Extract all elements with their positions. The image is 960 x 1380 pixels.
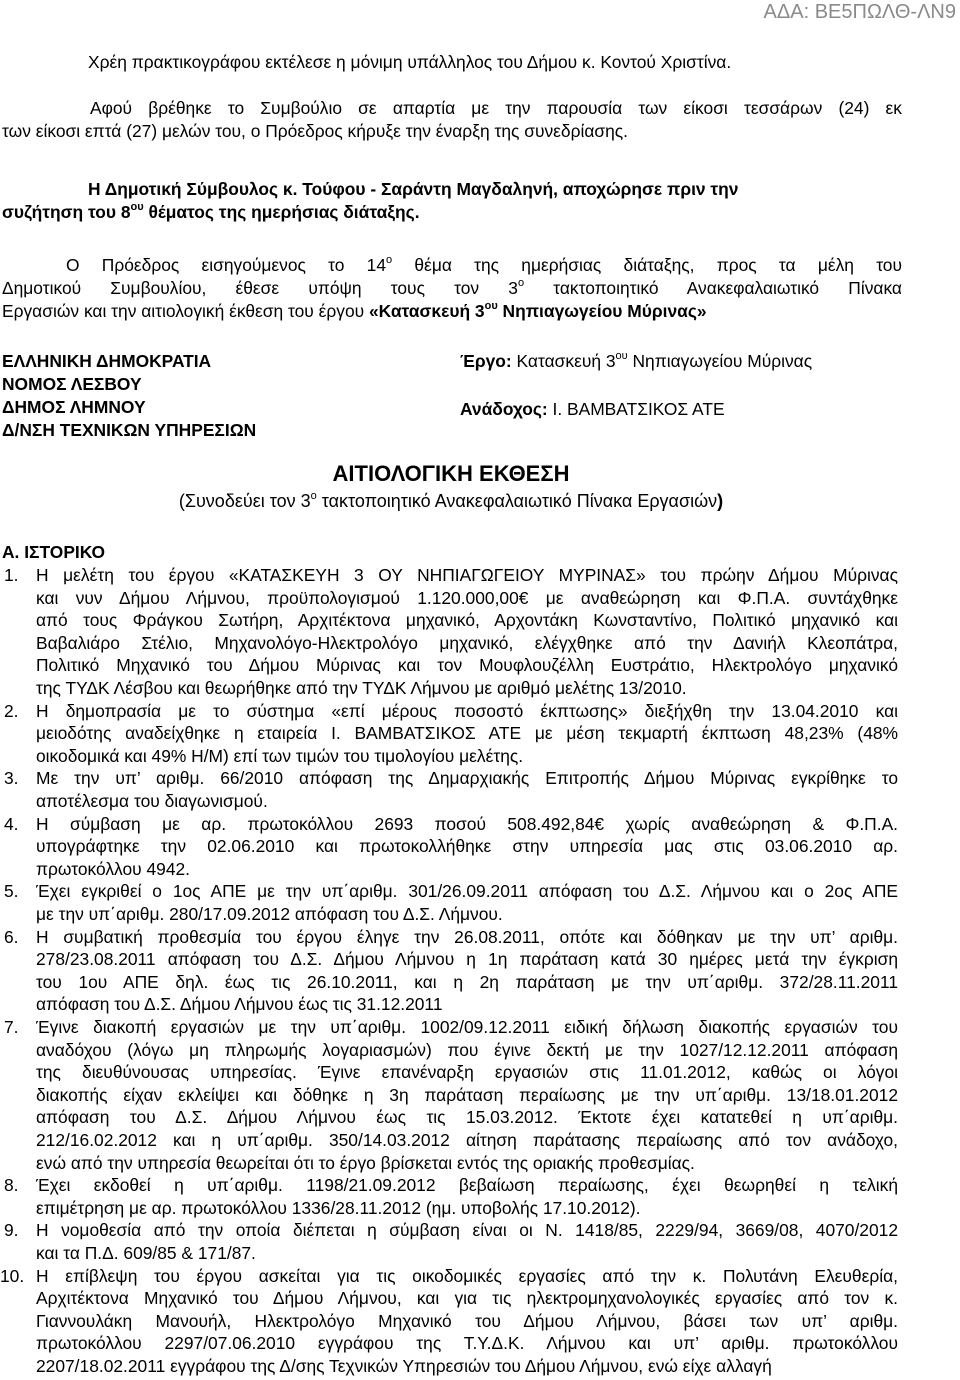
history-item-text bbox=[36, 813, 898, 881]
history-item-text bbox=[36, 880, 898, 925]
history-item-line: και νυν Δήμου Λήμνου, προϋπολογισμού 1.120.000,00€ με αναθεώρηση και Φ.Π.Α. συντάχθηκε bbox=[36, 587, 898, 608]
history-item-line: από τους Φράγκου Σωτήρη, Αρχιτέκτονα μηχανικό, Αρχοντάκη Κωνσταντίνο, Πολιτικό μηχανικό και bbox=[36, 610, 898, 631]
history-item-line: Η μελέτη του έργου «ΚΑΤΑΣΚΕΥΗ 3 ΟΥ ΝΗΠΙΑΓΩΓΕΙΟΥ ΜΥΡΙΝΑΣ» του πρώην Δήμου Μύρινας bbox=[36, 565, 898, 585]
history-item-line: Γιαννουλάκη Μανουήλ, Ηλεκτρολόγο Μηχανικό του Δήμου Λήμνου, βάσει των υπ’ αριθμ. bbox=[36, 1310, 898, 1331]
history-item-line: Έχει εκδοθεί η υπ΄αριθμ. 1198/21.09.2012 βεβαίωση περαίωσης, έχει θεωρηθεί η τελική bbox=[36, 1175, 898, 1196]
quorum-line-2: των είκοσι επτά (27) μελών του, ο Πρόεδρος κήρυξε την έναρξη της συνεδρίασης. bbox=[2, 121, 629, 141]
history-item-line: Η νομοθεσία από την οποία διέπεται η σύμβαση είναι οι Ν. 1418/85, 2229/94, 3669/08, 4070/2012 bbox=[36, 1220, 898, 1241]
project-work: Έργο: Κατασκευή $3^{o\upsilon}$ Νηπιαγωγείου Μύρινας bbox=[460, 350, 813, 371]
secretary-line: Χρέη πρακτικογράφου εκτέλεσε η μόνιμη υπάλληλος του Δήμου κ. Κοντού Χριστίνα. bbox=[88, 52, 732, 72]
quorum-line-1: Αφού βρέθηκε το Συμβούλιο σε απαρτία με την παρουσία των είκοσι τεσσάρων (24) εκ bbox=[90, 98, 902, 118]
history-item bbox=[0, 1219, 902, 1264]
history-item-number: 1. bbox=[4, 565, 19, 585]
history-item-number: 3. bbox=[4, 768, 19, 789]
history-item bbox=[0, 1265, 902, 1378]
history-item-line: και τα Π.Δ. 609/85 & 171/87. bbox=[36, 1242, 256, 1263]
history-item-line: επιμέτρηση με αρ. πρωτοκόλλου 1336/28.11.2012 (ημ. υποβολής 17.10.2012). bbox=[36, 1197, 641, 1218]
history-item-line: Η επίβλεψη του έργου ασκείται για τις οικοδομικές εργασίες από την κ. Πολυτάνη Ελευθερία, bbox=[36, 1265, 898, 1286]
history-item-line: πρωτοκόλλου 2297/07.06.2010 εγγράφου της Τ.Υ.Δ.Κ. Λήμνου και υπ’ αριθμ. πρωτοκόλλου bbox=[36, 1333, 898, 1354]
history-item-number: 8. bbox=[4, 1175, 19, 1196]
history-item-number: 2. bbox=[4, 700, 19, 721]
history-item-line: Έγινε διακοπή εργασιών με την υπ΄αριθμ. 1002/09.12.2011 ειδική δήλωση διακοπής εργασιών του bbox=[36, 1017, 898, 1037]
history-item bbox=[0, 880, 902, 925]
history-item-line: Πολιτικό Μηχανικό του Δήμου Μύρινας και τον Μουφλουζέλλη Ευστράτιο, Ηλεκτρολόγο μηχανικό bbox=[36, 655, 898, 676]
history-item-number: 10. bbox=[0, 1265, 25, 1286]
ada-label: ΑΔΑ: bbox=[763, 1, 810, 23]
authority-directorate: Δ/ΝΣΗ ΤΕΧΝΙΚΩΝ ΥΠΗΡΕΣΙΩΝ bbox=[2, 420, 257, 440]
history-heading: Α. ΙΣΤΟΡΙΚΟ bbox=[2, 542, 106, 562]
history-item-line: οικοδομικά και 49% Η/Μ) επί των τιμών του τιμολογίου μελέτης. bbox=[36, 745, 524, 766]
history-item-text bbox=[36, 1016, 898, 1174]
history-item-line: αποτέλεσμα του διαγωνισμού. bbox=[36, 790, 268, 811]
history-item-line: Με την υπ’ αριθμ. 66/2010 απόφαση της Δημαρχιακής Επιτροπής Δήμου Μύρινας εγκρίθηκε το bbox=[36, 768, 898, 789]
departure-line-1: Η Δημοτική Σύμβουλος κ. Τούφου - Σαράντη Μαγδαληνή, αποχώρησε πριν την bbox=[88, 179, 739, 199]
history-item-line: με την υπ΄αριθμ. 280/17.09.2012 απόφαση του Δ.Σ. Λήμνου. bbox=[36, 903, 503, 924]
history-item bbox=[0, 813, 902, 881]
history-item-line: της διευθύνουσας υπηρεσίας. Έγινε επανέναρξη εργασιών στις 11.01.2012, καθώς οι λόγοι bbox=[36, 1062, 898, 1083]
history-item-number: 6. bbox=[4, 926, 19, 947]
history-item-line: αναδόχου (λόγω μη πληρωμής λογαριασμών) που έγινε δεκτή με την 1027/12.12.2011 απόφαση bbox=[36, 1039, 898, 1060]
topic-line-1: Ο Πρόεδρος εισηγούμενος το $14^o$ θέμα της ημερήσιας διάταξης, προς τα μέλη του bbox=[66, 254, 902, 275]
history-item-line: Έχει εγκριθεί ο 1ος ΑΠΕ με την υπ΄αριθμ. 301/26.09.2011 απόφαση του Δ.Σ. Λήμνου και ο 2ος ΑΠΕ bbox=[36, 881, 898, 902]
report-subtitle: (Συνοδεύει τον $3^o$ τακτοποιητικό Ανακεφαλαιωτικό Πίνακα Εργασιών) bbox=[178, 490, 724, 511]
history-item-line: 212/16.02.2012 και η υπ΄αριθμ. 350/14.03.2012 αίτηση παράτασης περαίωσης από τον ανάδοχο, bbox=[36, 1129, 898, 1150]
history-item bbox=[0, 1016, 902, 1174]
history-item-text bbox=[36, 1219, 898, 1264]
project-contractor: Ανάδοχος: Ι. ΒΑΜΒΑΤΣΙΚΟΣ ΑΤΕ bbox=[460, 399, 725, 419]
history-item-line: Η δημοπρασία με το σύστημα «επί μέρους ποσοστό έκπτωσης» διεξήχθη την 13.04.2010 και bbox=[36, 700, 898, 721]
history-item-number: 7. bbox=[4, 1017, 19, 1037]
history-item-line: Η σύμβαση με αρ. πρωτοκόλλου 2693 ποσού 508.492,84€ χωρίς αναθεώρηση & Φ.Π.Α. bbox=[36, 813, 898, 834]
history-item bbox=[0, 1174, 902, 1219]
ada-code bbox=[764, 0, 956, 24]
history-item bbox=[0, 564, 902, 700]
ada-value: ΒΕ5ΠΩΛΘ-ΛΝ9 bbox=[814, 1, 956, 23]
history-item-text bbox=[36, 767, 898, 812]
history-item-number: 4. bbox=[4, 813, 19, 834]
report-title: ΑΙΤΙΟΛΟΓΙΚΗ ΕΚΘΕΣΗ bbox=[332, 461, 570, 486]
history-item-line: υπογράφτηκε την 02.06.2010 και πρωτοκολλήθηκε στην υπηρεσία μας στις 03.06.2010 αρ. bbox=[36, 836, 898, 857]
history-item-line: 278/23.08.2011 απόφαση του Δ.Σ. Δήμου Λήμνου η 1η παράταση κατά 30 ημέρες μετά την έγκριση bbox=[36, 949, 898, 970]
authority-municipality: ΔΗΜΟΣ ΛΗΜΝΟΥ bbox=[2, 397, 146, 417]
history-item-line: απόφαση του Δ.Σ. Δήμου Λήμνου έως τις 15.03.2012. Έκτοτε έχει κατατεθεί η υπ΄αριθμ. bbox=[36, 1107, 898, 1128]
history-item bbox=[0, 700, 902, 768]
history-item-line: διακοπής είχαν εκλείψει και δόθηκε η 3η παράταση περαίωσης με την υπ΄αριθμ. 13/18.01.2012 bbox=[36, 1084, 898, 1105]
history-item-text bbox=[36, 564, 898, 700]
topic-line-3: Εργασιών και την αιτιολογική έκθεση του έργου «Κατασκευή $3^{o\upsilon}$ Νηπιαγωγείου Μύρινας» bbox=[2, 300, 707, 321]
history-item-line: πρωτοκόλλου 4942. bbox=[36, 858, 191, 879]
history-item-text bbox=[36, 1174, 898, 1219]
authority-country: ΕΛΛΗΝΙΚΗ ΔΗΜΟΚΡΑΤΙΑ bbox=[2, 351, 212, 371]
history-item-number: 9. bbox=[4, 1220, 19, 1241]
history-item-line: Η συμβατική προθεσμία του έργου έληγε την 26.08.2011, οπότε και δόθηκαν με την υπ’ αριθμ. bbox=[36, 926, 898, 947]
topic-line-2: Δημοτικού Συμβουλίου, έθεσε υπόψη τους τον $3^o$ τακτοποιητικό Ανακεφαλαιωτικό Πίνακα bbox=[2, 277, 902, 298]
history-item bbox=[0, 926, 902, 1016]
history-item-text bbox=[36, 1265, 898, 1378]
history-item-number: 5. bbox=[4, 881, 19, 902]
history-item bbox=[0, 767, 902, 812]
history-item-line: 2207/18.02.2011 εγγράφου της Δ/σης Τεχνικών Υπηρεσιών του Δήμου Λήμνου, ενώ είχε αλλαγή bbox=[36, 1355, 772, 1376]
history-item-text bbox=[36, 926, 898, 1016]
history-item-line: ενώ από την υπηρεσία θεωρείται ότι το έργο βρίσκεται εντός της οριακής προθεσμίας. bbox=[36, 1152, 695, 1173]
authority-block bbox=[2, 350, 256, 442]
history-item-line: της ΤΥΔΚ Λέσβου και θεωρήθηκε από την ΤΥΔΚ Λήμνου με αριθμό μελέτης 13/2010. bbox=[36, 677, 687, 698]
history-item-line: μειοδότης αναδείχθηκε η εταιρεία Ι. ΒΑΜΒΑΤΣΙΚΟΣ ΑΤΕ με μέση τεκμαρτή έκπτωση 48,23% (48% bbox=[36, 723, 898, 744]
history-item-text bbox=[36, 700, 898, 768]
departure-line-2: συζήτηση του $8^{o\upsilon}$ θέματος της ημερήσιας διάταξης. bbox=[2, 201, 420, 222]
history-item-line: Αρχιτέκτονα Μηχανικό του Δήμου Λήμνου, και για τις ηλεκτρομηχανολογικές εργασίες από τον κ. bbox=[36, 1288, 898, 1309]
history-item-line: του 1ου ΑΠΕ δηλ. έως τις 26.10.2011, και η 2η παράταση με την υπ΄αριθμ. 372/28.11.2011 bbox=[36, 971, 898, 992]
history-item-line: Βαβαλιάρο Στέλιο, Μηχανολόγο-Ηλεκτρολόγο μηχανικό, ελέγχθηκε από την Δανιήλ Κλεοπάτρα, bbox=[36, 632, 898, 653]
authority-prefecture: ΝΟΜΟΣ ΛΕΣΒΟΥ bbox=[2, 374, 142, 394]
history-item-line: απόφαση του Δ.Σ. Δήμου Λήμνου έως τις 31.12.2011 bbox=[36, 994, 443, 1015]
